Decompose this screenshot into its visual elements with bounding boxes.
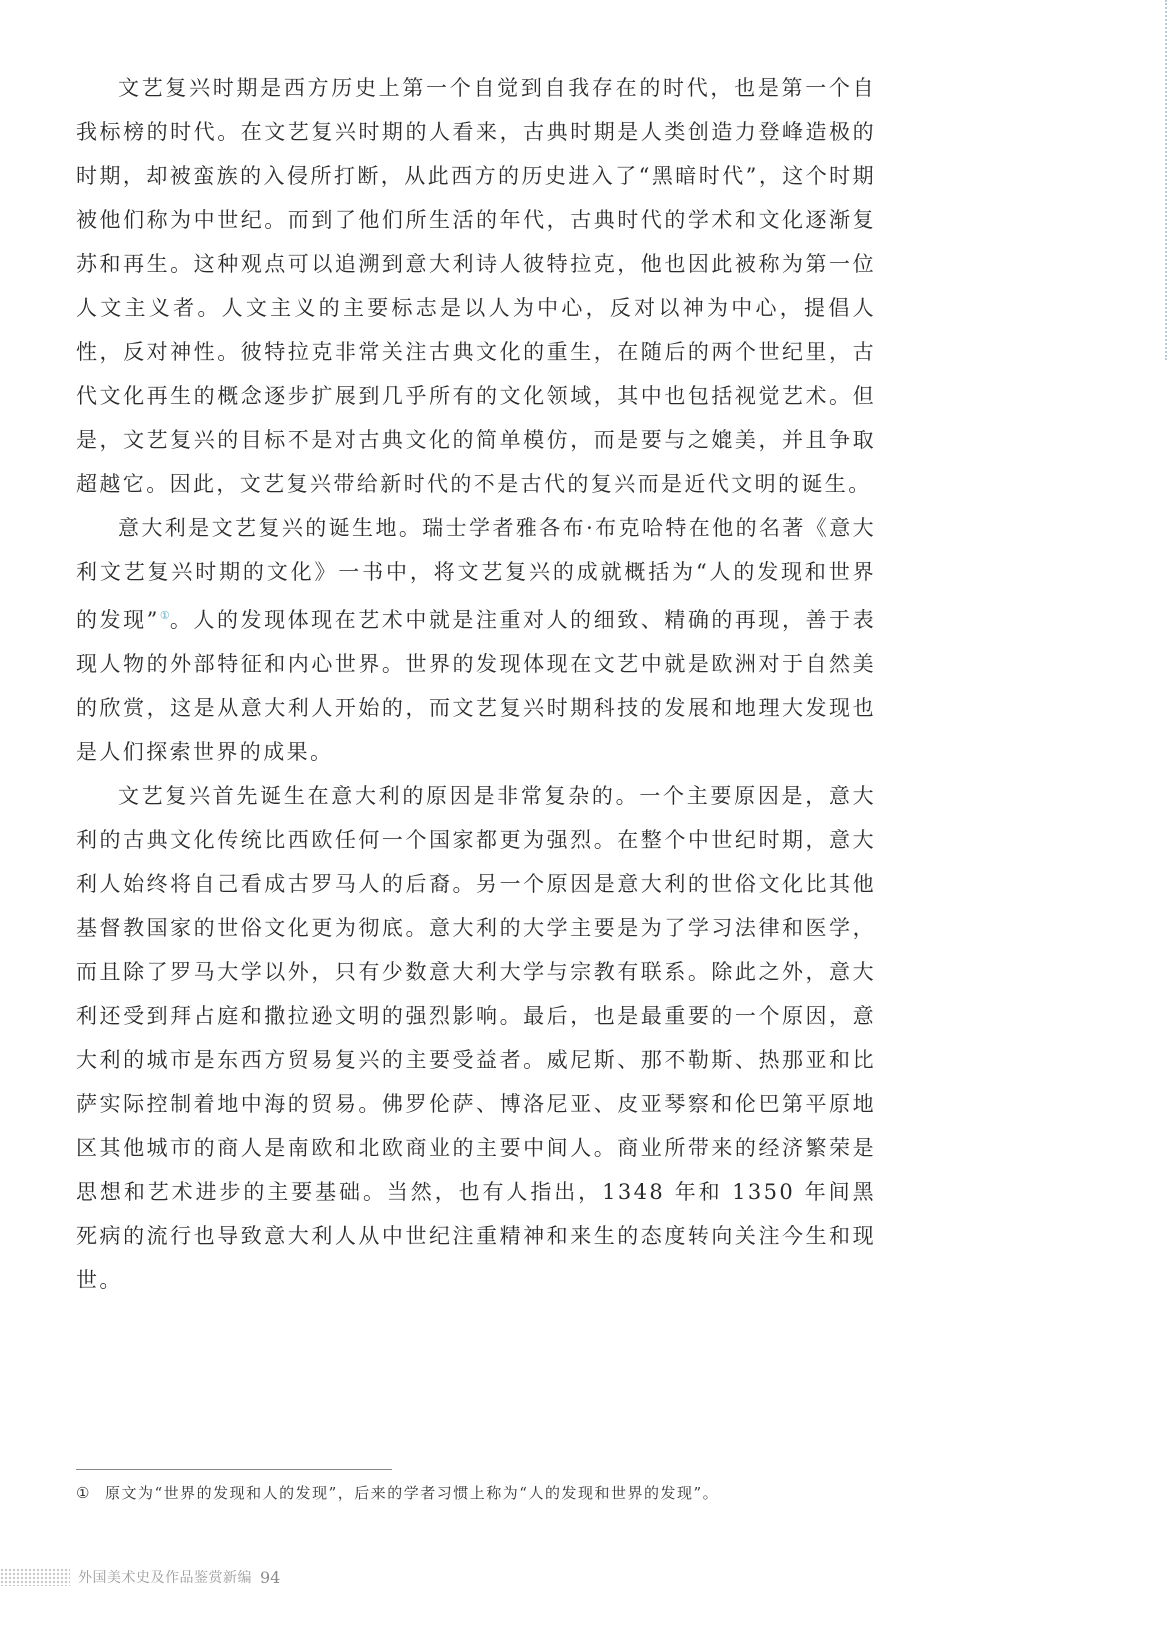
footnote-divider bbox=[76, 1469, 392, 1470]
footer-book-title: 外国美术史及作品鉴赏新编 bbox=[78, 1570, 252, 1586]
footnote-reference: ① bbox=[159, 609, 170, 622]
paragraph-2-part-1: 意大利是文艺复兴的诞生地。瑞士学者雅各布·布克哈特在他的名著《意大利文艺复兴时期的文化》一书中，将文艺复兴的成就概括为“人的发现和世界的发现” bbox=[76, 516, 876, 632]
paragraph-1: 文艺复兴时期是西方历史上第一个自觉到自我存在的时代，也是第一个自我标榜的时代。在文艺复兴时期的人看来，古典时期是人类创造力登峰造极的时期，却被蛮族的入侵所打断，从此西方的历史进入了“黑暗时代”，这个时期被他们称为中世纪。而到了他们所生活的年代，古典时代的学术和文化逐渐复苏和再生。这种观点可以追溯到意大利诗人彼特拉克，他也因此被称为第一位人文主义者。人文主义的主要标志是以人为中心，反对以神为中心，提倡人性，反对神性。彼特拉克非常关注古典文化的重生，在随后的两个世纪里，古代文化再生的概念逐步扩展到几乎所有的文化领域，其中也包括视觉艺术。但是，文艺复兴的目标不是对古典文化的简单模仿，而是要与之媲美，并且争取超越它。因此，文艺复兴带给新时代的不是古代的复兴而是近代文明的诞生。 bbox=[76, 76, 876, 496]
page-number: 94 bbox=[260, 1567, 281, 1587]
footnote-text: 原文为“世界的发现和人的发现”，后来的学者习惯上称为“人的发现和世界的发现”。 bbox=[104, 1484, 720, 1502]
footer-dot-pattern bbox=[0, 1568, 70, 1586]
page-footer bbox=[0, 1565, 280, 1589]
right-margin-dotted-rule bbox=[1165, 0, 1167, 360]
paragraph-2-part-2: 。人的发现体现在艺术中就是注重对人的细致、精确的再现，善于表现人物的外部特征和内心世界。世界的发现体现在文艺中就是欧洲对于自然美的欣赏，这是从意大利人开始的，而文艺复兴时期科技的发展和地理大发现也是人们探索世界的成果。 bbox=[76, 608, 876, 764]
paragraph-2 bbox=[76, 506, 876, 774]
paragraph-3: 文艺复兴首先诞生在意大利的原因是非常复杂的。一个主要原因是，意大利的古典文化传统比西欧任何一个国家都更为强烈。在整个中世纪时期，意大利人始终将自己看成古罗马人的后裔。另一个原因是意大利的世俗文化比其他基督教国家的世俗文化更为彻底。意大利的大学主要是为了学习法律和医学，而且除了罗马大学以外，只有少数意大利大学与宗教有联系。除此之外，意大利还受到拜占庭和撒拉逊文明的强烈影响。最后，也是最重要的一个原因，意大利的城市是东西方贸易复兴的主要受益者。威尼斯、那不勒斯、热那亚和比萨实际控制着地中海的贸易。佛罗伦萨、博洛尼亚、皮亚琴察和伦巴第平原地区其他城市的商人是南欧和北欧商业的主要中间人。商业所带来的经济繁荣是思想和艺术进步的主要基础。当然，也有人指出，1348 年和 1350 年间黑死病的流行也导致意大利人从中世纪注重精神和来生的态度转向关注今生和现世。 bbox=[76, 784, 876, 1292]
body-text bbox=[76, 66, 876, 1302]
footnote bbox=[76, 1481, 876, 1505]
footnote-mark: ① bbox=[76, 1484, 91, 1502]
